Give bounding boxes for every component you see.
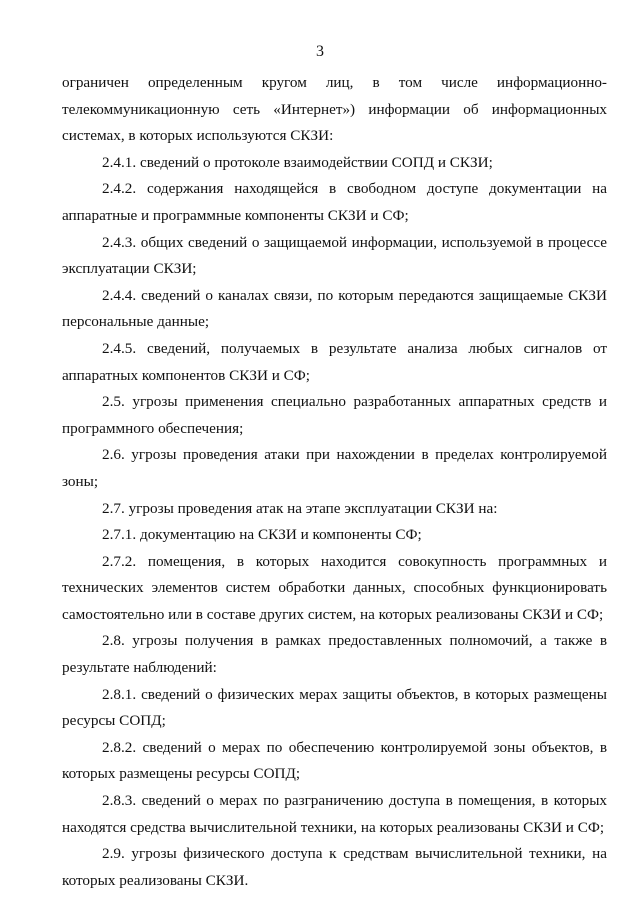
- paragraph-2-4-2: 2.4.2. содержания находящейся в свободном доступе документации на аппаратные и программные компоненты СКЗИ и СФ;: [62, 180, 607, 224]
- paragraph-2-8-3: 2.8.3. сведений о мерах по разграничению доступа в помещения, в которых находятся средства вычислительной техники, на которых реализованы СКЗИ и СФ;: [62, 792, 607, 836]
- paragraph-2-6: 2.6. угрозы проведения атаки при нахождении в пределах контролируемой зоны;: [62, 446, 607, 490]
- paragraph-2-8: 2.8. угрозы получения в рамках предоставленных полномочий, а также в результате наблюдений:: [62, 632, 607, 677]
- document-body: [62, 70, 607, 894]
- paragraph-2-8-1: 2.8.1. сведений о физических мерах защиты объектов, в которых размещены ресурсы СОПД;: [62, 685, 607, 730]
- paragraph-2-9: 2.9. угрозы физического доступа к средствам вычислительной техники, на которых реализованы СКЗИ.: [62, 845, 607, 889]
- paragraph-2-5: 2.5. угрозы применения специально разработанных аппаратных средств и программного обеспечения;: [62, 393, 607, 437]
- page-number: 3: [316, 43, 324, 60]
- paragraph-continuation: ограничен определенным кругом лиц, в том числе информационно-телекоммуникационную сеть «Интернет») информации об информационных системах, в которых используются СКЗИ:: [62, 74, 607, 145]
- paragraph-2-4-3: 2.4.3. общих сведений о защищаемой информации, используемой в процессе эксплуатации СКЗИ;: [62, 233, 607, 278]
- paragraph-2-4-5: 2.4.5. сведений, получаемых в результате анализа любых сигналов от аппаратных компонентов СКЗИ и СФ;: [62, 339, 607, 384]
- paragraph-2-7: 2.7. угрозы проведения атак на этапе эксплуатации СКЗИ на:: [102, 499, 498, 517]
- paragraph-2-4-1: 2.4.1. сведений о протоколе взаимодействии СОПД и СКЗИ;: [102, 153, 493, 171]
- paragraph-2-7-1: 2.7.1. документацию на СКЗИ и компоненты СФ;: [102, 526, 422, 544]
- paragraph-2-8-2: 2.8.2. сведений о мерах по обеспечению контролируемой зоны объектов, в которых размещены ресурсы СОПД;: [62, 738, 607, 783]
- paragraph-2-4-4: 2.4.4. сведений о каналах связи, по которым передаются защищаемые СКЗИ персональные данные;: [62, 286, 607, 331]
- paragraph-2-7-2: 2.7.2. помещения, в которых находится совокупность программных и технических элементов систем обработки данных, способных функционировать самостоятельно или в составе других систем, на которых реализованы СКЗИ и СФ;: [62, 552, 607, 623]
